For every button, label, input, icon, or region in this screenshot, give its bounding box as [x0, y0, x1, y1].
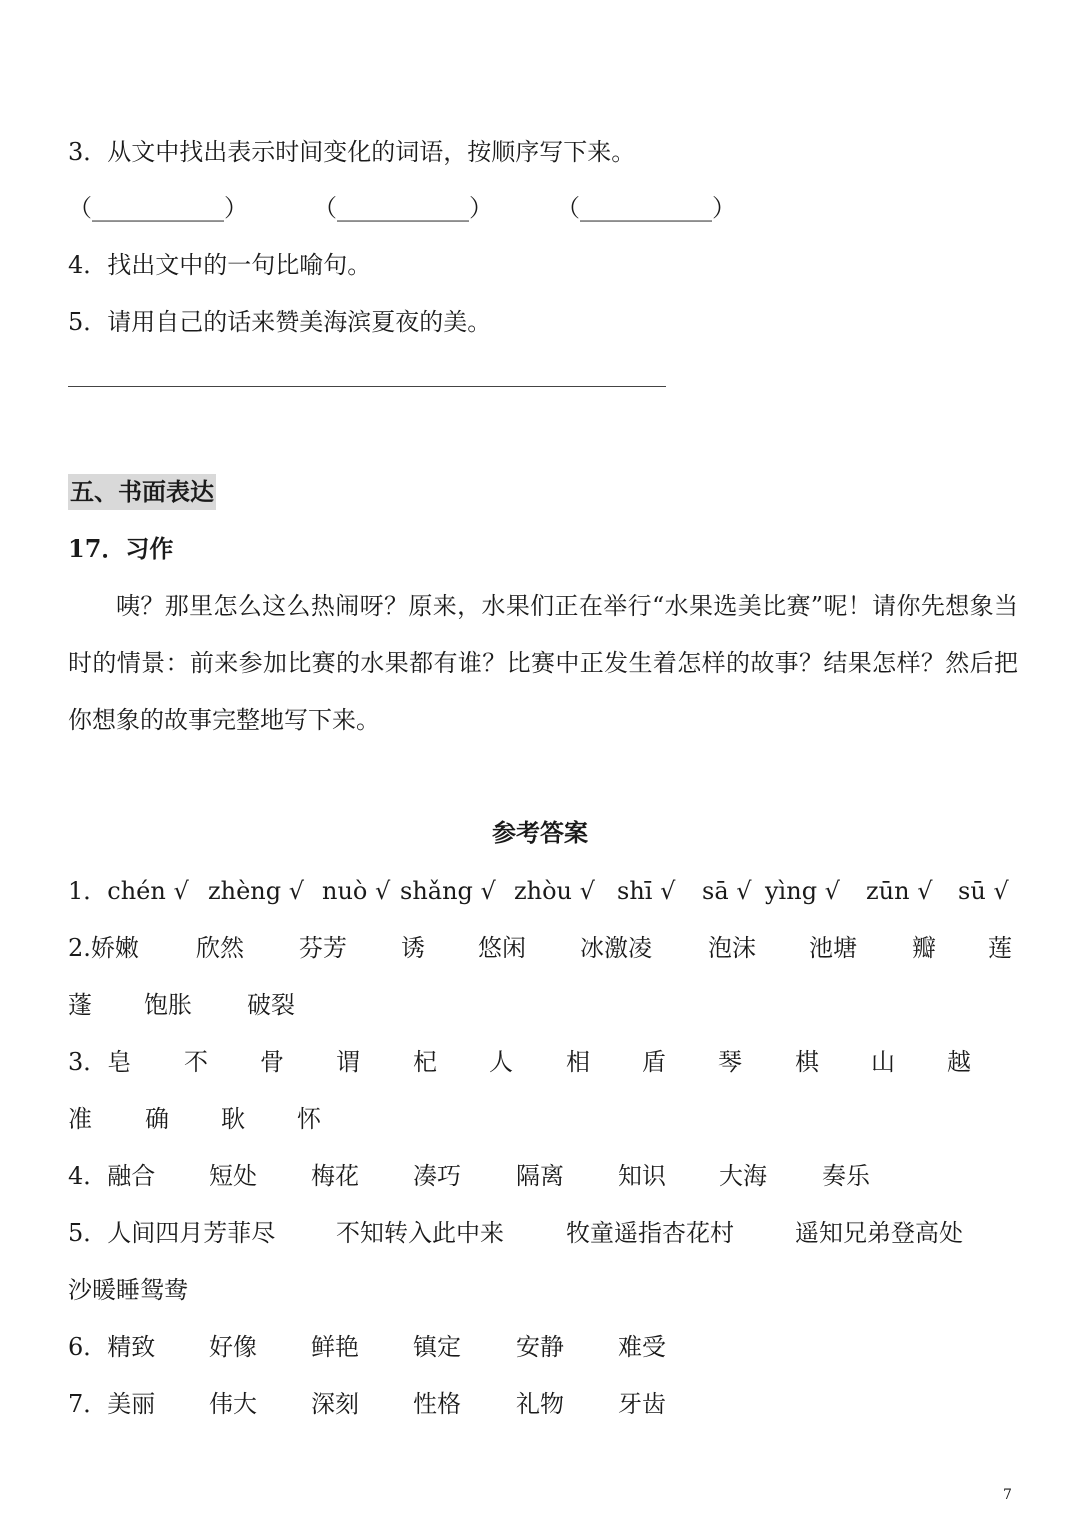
answer-item: 镇定: [413, 1333, 461, 1361]
page-number: 7: [1003, 1487, 1012, 1503]
answer-item: 凑巧: [413, 1162, 461, 1190]
answer-item: 牙齿: [618, 1390, 666, 1418]
answer-item: 安静: [516, 1333, 564, 1361]
answer-item: yìng √: [765, 877, 840, 905]
writing-prompt: 咦？那里怎么这么热闹呀？原来，水果们正在举行“水果选美比赛”呢！请你先想象当时的情景：前来参加比赛的水果都有谁？比赛中正发生着怎样的故事？结果怎样？然后把你想象的故事完整地写下来。: [68, 592, 1018, 734]
question-4: 4．找出文中的一句比喻句。: [68, 251, 372, 279]
answer-item: shī √: [617, 877, 676, 905]
answer-item: 悠闲: [478, 934, 526, 962]
answer-item: sū √: [958, 877, 1009, 905]
answer-item: 莲: [988, 934, 1012, 962]
answer-item: 4．融合: [68, 1162, 156, 1190]
answer-item: 深刻: [311, 1390, 359, 1418]
answer-3: [68, 1046, 971, 1078]
answer-item: 诱: [401, 934, 425, 962]
answer-line[interactable]: [68, 386, 666, 387]
answer-item: 泡沫: [708, 934, 756, 962]
answer-item: 越: [947, 1048, 971, 1076]
answer-item: 短处: [209, 1162, 257, 1190]
answer-1: [68, 875, 1009, 907]
answer-item: 6．精致: [68, 1333, 156, 1361]
answer-item: 梅花: [311, 1162, 359, 1190]
answer-item: 礼物: [516, 1390, 564, 1418]
answer-item: 5．人间四月芳菲尽: [68, 1219, 276, 1247]
answer-item: 盾: [642, 1048, 666, 1076]
answer-item: nuò √: [322, 877, 391, 905]
answer-3-cont: [68, 1103, 321, 1135]
answer-item: 冰激凌: [580, 934, 652, 962]
answer-blank-3[interactable]: （___________）: [556, 194, 736, 222]
answer-5: [68, 1217, 963, 1249]
answer-item: 人: [489, 1048, 513, 1076]
answer-6: [68, 1331, 666, 1363]
answer-item: 破裂: [247, 991, 295, 1019]
answer-item: 1．chén √: [68, 877, 189, 905]
answer-item: zūn √: [866, 877, 933, 905]
answer-item: 耿: [221, 1105, 245, 1133]
answer-item: 琴: [718, 1048, 742, 1076]
answers-title: 参考答案: [492, 818, 588, 847]
answer-item: 大海: [719, 1162, 767, 1190]
answer-item: 7．美丽: [68, 1390, 156, 1418]
answer-item: 遥知兄弟登高处: [795, 1219, 963, 1247]
answer-item: 伟大: [209, 1390, 257, 1418]
answer-item: 2.娇嫩: [68, 934, 139, 962]
answer-item: 欣然: [196, 934, 244, 962]
answer-item: 性格: [413, 1390, 461, 1418]
answer-item: 难受: [618, 1333, 666, 1361]
answer-item: zhèng √: [208, 877, 305, 905]
answer-item: 不: [184, 1048, 208, 1076]
answer-item: 知识: [618, 1162, 666, 1190]
answer-blank-2[interactable]: （___________）: [313, 194, 493, 222]
answer-item: 不知转入此中来: [336, 1219, 504, 1247]
answer-blank-1[interactable]: （___________）: [68, 194, 248, 222]
answer-item: 准: [68, 1105, 92, 1133]
answer-item: 确: [145, 1105, 169, 1133]
section-title: 五、书面表达: [68, 474, 216, 510]
question-17-title: 17．习作: [68, 534, 174, 563]
answer-2-cont: [68, 989, 295, 1021]
answer-item: 山: [871, 1048, 895, 1076]
answer-item: 奏乐: [822, 1162, 870, 1190]
answer-item: 相: [566, 1048, 590, 1076]
answer-2: [68, 932, 1012, 964]
answer-item: 棋: [795, 1048, 819, 1076]
answer-item: 杞: [413, 1048, 437, 1076]
answer-item: sā √: [702, 877, 752, 905]
answer-4: [68, 1160, 870, 1192]
answer-item: 鲜艳: [311, 1333, 359, 1361]
answer-item: 隔离: [516, 1162, 564, 1190]
answer-item: 芬芳: [299, 934, 347, 962]
answer-item: 谓: [336, 1048, 360, 1076]
answer-item: 骨: [260, 1048, 284, 1076]
question-3: 3．从文中找出表示时间变化的词语，按顺序写下来。: [68, 138, 636, 166]
question-5: 5．请用自己的话来赞美海滨夏夜的美。: [68, 308, 492, 336]
answer-item: 饱胀: [144, 991, 192, 1019]
answer-item: shǎng √: [400, 877, 496, 905]
answer-7: [68, 1388, 666, 1420]
answer-item: 池塘: [809, 934, 857, 962]
answer-item: 好像: [209, 1333, 257, 1361]
answer-5-cont: 沙暖睡鸳鸯: [68, 1276, 188, 1304]
answer-item: 怀: [297, 1105, 321, 1133]
answer-item: 3．皂: [68, 1048, 132, 1076]
answer-item: 瓣: [912, 934, 936, 962]
answer-item: 蓬: [68, 991, 92, 1019]
answer-item: zhòu √: [514, 877, 595, 905]
answer-item: 牧童遥指杏花村: [566, 1219, 734, 1247]
